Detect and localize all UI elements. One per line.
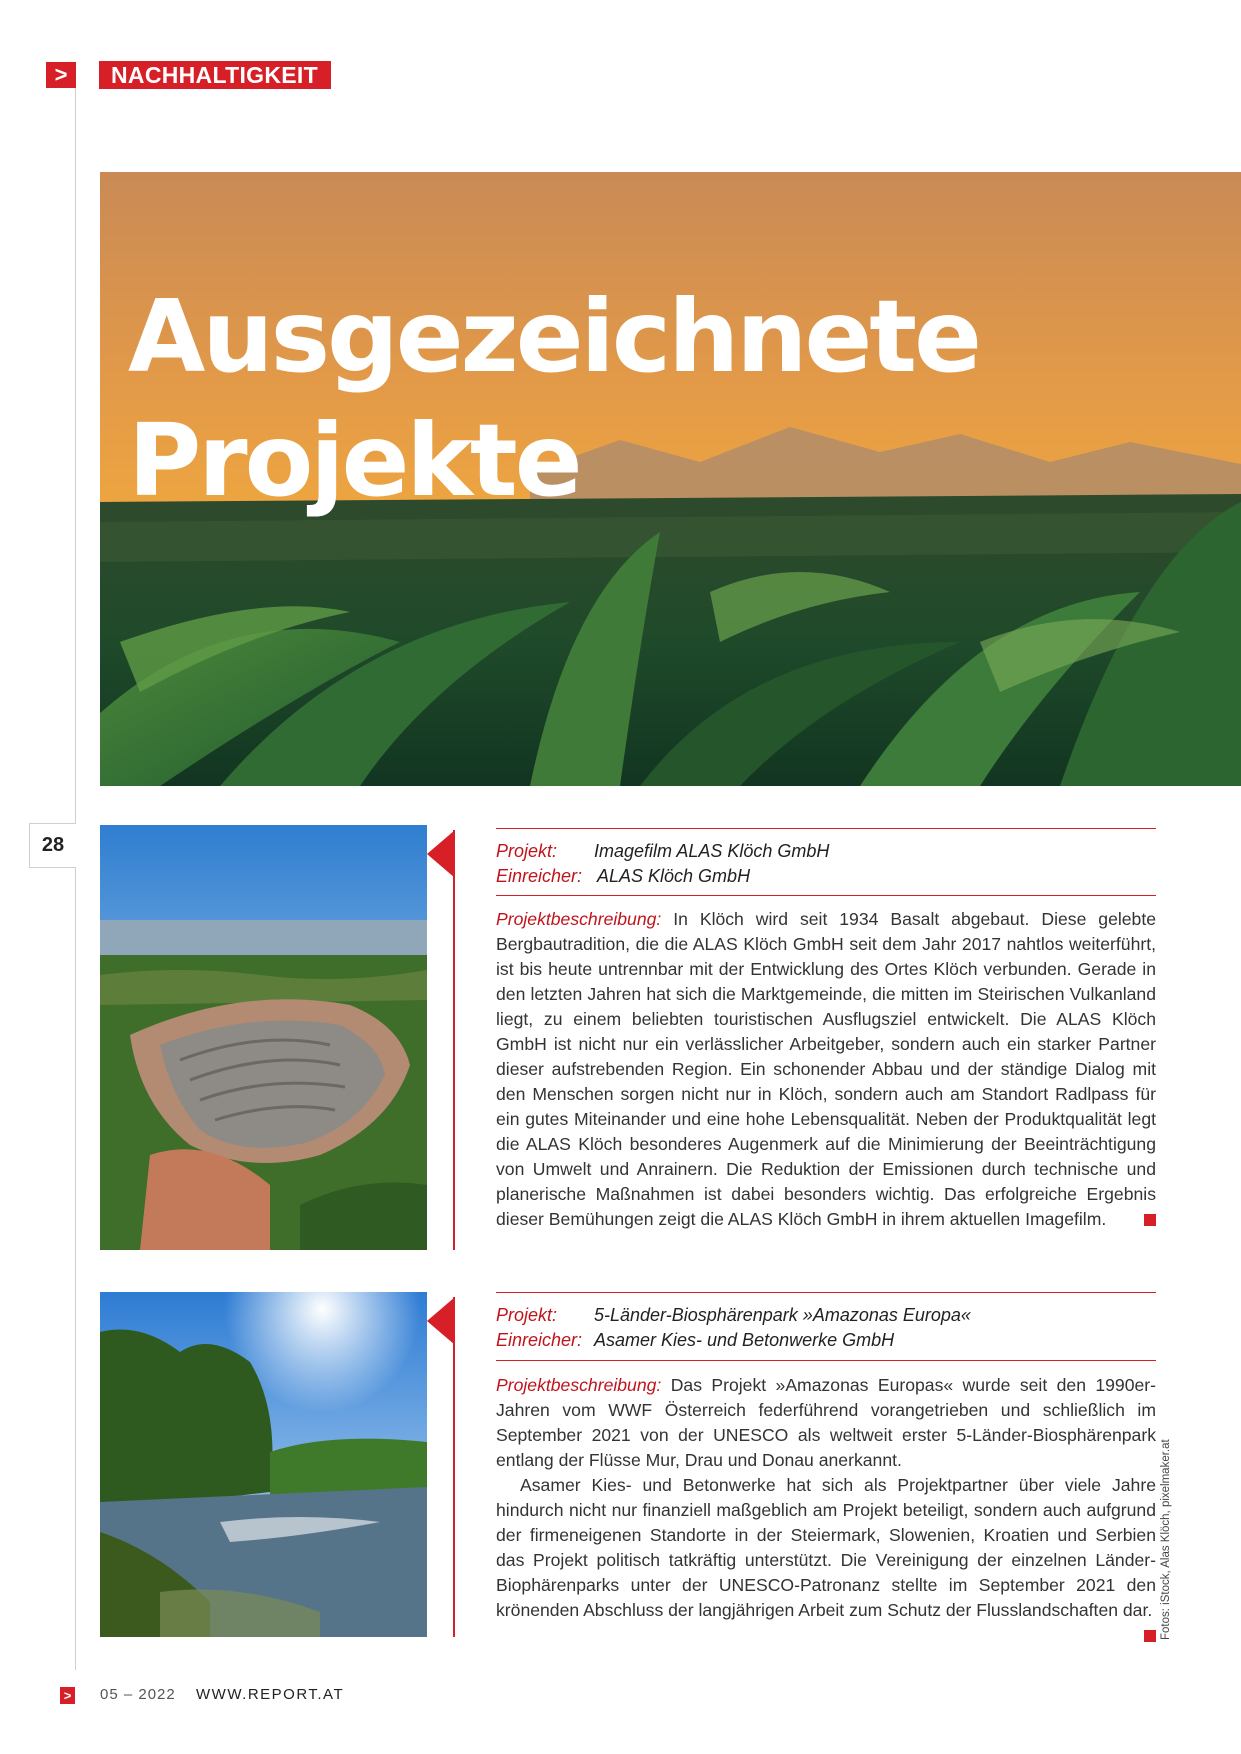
description-label: Projektbeschreibung: <box>496 1375 662 1395</box>
project-divider <box>453 1297 455 1637</box>
footer-arrow-icon: > <box>60 1687 75 1704</box>
project-meta <box>496 1292 1156 1361</box>
section-tag: NACHHALTIGKEIT <box>99 61 331 89</box>
river-landscape-image <box>100 1292 427 1637</box>
page-number: 28 <box>29 823 76 868</box>
project-meta <box>496 828 1156 896</box>
page-title <box>128 275 979 523</box>
end-mark-icon <box>1144 1214 1156 1226</box>
description-text: In Klöch wird seit 1934 Basalt abgebaut. Diese gelebte Bergbautradition, die die ALAS Klöch GmbH seit dem Jahr 2017 nahtlos weiterführt, ist bis heute untrennbar mit der Entwicklung des Ortes Klöch verbunden. Gerade in den letzten Jahren hat sich die Marktgemeinde, die mitten im Steirischen Vulkanland liegt, zu einem beliebten touristischen Ausflugsziel entwickelt. Die ALAS Klöch GmbH ist nicht nur ein verlässlicher Arbeitgeber, sondern auch ein starker Partner dieser aufstrebenden Region. Ein schonender Abbau und der ständige Dialog mit den Menschen sorgen nicht nur in Klöch, sondern auch am Standort Radlpass für ein gutes Miteinander und eine hohe Lebensqualität. Neben der Produktqualität legt die ALAS Klöch besonderes Augenmerk auf die Minimierung der Beeinträchtigung von Umwelt und Anrainern. Die Reduktion der Emissionen durch technische und planerische Maßnahmen ist dabei besonders wichtig. Das erfolgreiche Ergebnis dieser Bemühungen zeigt die ALAS Klöch GmbH in ihrem aktuellen Imagefilm. <box>496 909 1157 1229</box>
title-line-2: Projekte <box>128 402 580 519</box>
submitter-label: Einreicher: <box>496 866 583 886</box>
margin-rule <box>75 88 76 1670</box>
project-value: Imagefilm ALAS Klöch GmbH <box>594 841 830 861</box>
description-text: Asamer Kies- und Betonwerke hat sich als Projektpartner über viele Jahre hindurch nicht nur finanziell maßgeblich am Projekt beteiligt, sondern auch aufgrund der firmeneigenen Standorte in der Steiermark, Slowenien, Kroatien und Serbien das Projekt politisch tatkräftig unterstützt. Die Vereinigung der einzelnen Länder-Biophärenparks unter der UNESCO-Patronanz stellte im September 2021 den krönenden Abschluss der langjährigen Arbeit zum Schutz der Flusslandschaften dar. <box>496 1475 1156 1620</box>
project-marker-icon <box>427 1297 455 1345</box>
project-description <box>496 1373 1156 1642</box>
project-divider <box>453 830 455 1250</box>
project-label: Projekt: <box>496 841 558 861</box>
website-url: WWW.REPORT.AT <box>196 1686 345 1703</box>
photo-credit: Fotos: iStock, Alas Klöch, pixelmaker.at <box>1160 1439 1172 1640</box>
description-label: Projektbeschreibung: <box>496 909 662 929</box>
project-marker-icon <box>427 830 455 878</box>
project-description <box>496 907 1156 1232</box>
submitter-label: Einreicher: <box>496 1330 583 1350</box>
description-text: Das Projekt »Amazonas Europas« wurde seit den 1990er-Jahren vom WWF Österreich federführend vorangetrieben und schließlich im September 2021 von der UNESCO als weltweit erster 5-Länder-Biosphärenpark entlang der Flüsse Mur, Drau und Donau anerkannt. <box>496 1375 1157 1470</box>
end-mark-icon <box>1144 1630 1156 1642</box>
issue-number: 05 – 2022 <box>100 1686 176 1703</box>
project-value: 5-Länder-Biosphärenpark »Amazonas Europa« <box>594 1305 971 1325</box>
title-line-1: Ausgezeichnete <box>128 278 979 395</box>
project-label: Projekt: <box>496 1305 558 1325</box>
submitter-value: Asamer Kies- und Betonwerke GmbH <box>594 1330 895 1350</box>
section-arrow-icon: > <box>46 62 76 88</box>
quarry-aerial-image <box>100 825 427 1250</box>
submitter-value: ALAS Klöch GmbH <box>597 866 751 886</box>
